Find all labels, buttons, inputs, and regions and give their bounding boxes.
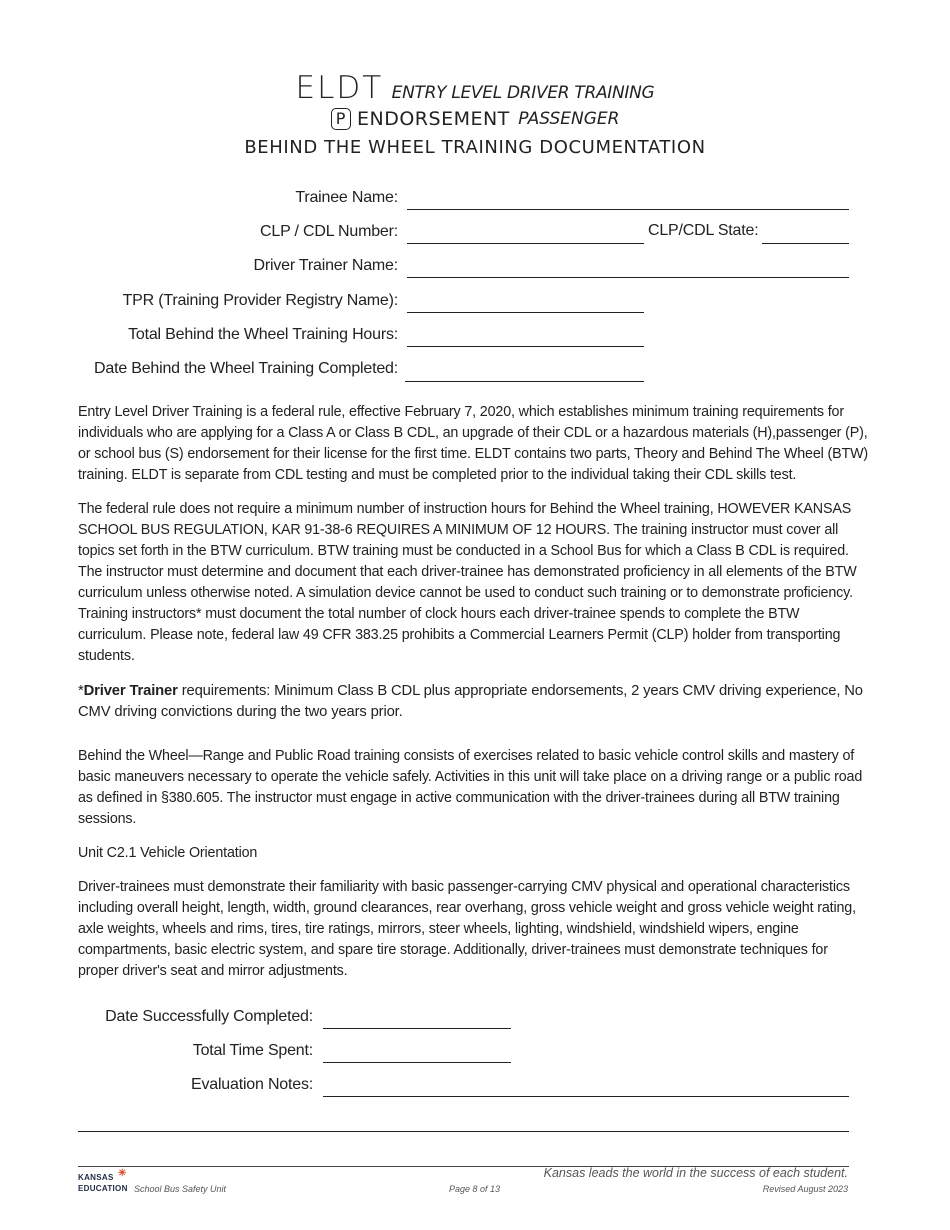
time-spent-label: Total Time Spent: [192,1042,313,1059]
clp-state-field[interactable] [762,243,849,244]
footer-unit-name: School Bus Safety Unit [134,1184,227,1194]
logo-kansas: KANSAS [78,1173,114,1182]
driver-trainer-label: Driver Trainer Name: [253,257,398,274]
paragraph-federal-rule: The federal rule does not require a minimum number of instruction hours for Behind the Wheel training, HOWEVER KANSAS SCHOOL BUS REGULATION, KAR 91-38-6 REQUIRES A MINIMUM OF 12 HOURS. The training instructor must cover all topics set forth in the BTW curriculum. BTW training must be conducted in a School Bus for which a Class B CDL is required. The instructor must determine and document that each driver-trainee has demonstrated proficiency in all elements of the BTW curriculum unless otherwise noted. A simulation device cannot be used to conduct such training or to demonstrate proficiency. Training instructors* must document the total number of clock hours each driver-trainee spends to complete the BTW curriculum. Please note, federal law 49 CFR 383.25 prohibits a Commercial Learners Permit (CLP) holder from transporting students. [78,501,857,664]
logo-star-icon: ✳ [118,1168,127,1179]
footer-tagline: Kansas leads the world in the success of each student. [543,1166,848,1180]
tpr-field[interactable] [407,312,644,313]
tpr-label: TPR (Training Provider Registry Name): [122,292,398,309]
paragraph-eldt-intro: Entry Level Driver Training is a federal rule, effective February 7, 2020, which establishes minimum training requirements for individuals who are applying for a Class A or Class B CDL, an upgrade of their CDL or a hazardous materials (H),passenger (P), or school bus (S) endorsement for their license for the first time. ELDT contains two parts, Theory and Behind The Wheel (BTW) training. ELDT is separate from CDL testing and must be completed prior to the individual taking their CDL skills test. [78,404,869,483]
paragraph-vehicle-orientation: Driver-trainees must demonstrate their familiarity with basic passenger-carrying CMV physical and operational characteristics including overall height, length, width, ground clearances, rear overhang, gross vehicle weight and gross vehicle weight rating, axle weights, wheels and rims, tires, tire ratings, mirrors, steer wheels, lighting, windshield, windshield wipers, engine compartments, basic electric system, and spare tire storage. Additionally, driver-trainees must demonstrate techniques for proper driver's seat and mirror adjustments. [78,879,856,979]
date-success-field[interactable] [323,1028,511,1029]
endorsement-letter-box: P [331,108,351,130]
paragraph-btw-range: Behind the Wheel—Range and Public Road training consists of exercises related to basic vehicle control skills and mastery of basic maneuvers necessary to operate the vehicle safely. Activities in this unit will take place on a driving range or a public road as defined in §380.605. The instructor must engage in active communication with the driver-trainees during all BTW training sessions. [78,748,863,827]
clp-number-field[interactable] [407,243,644,244]
paragraph-driver-trainer-requirements [78,681,870,723]
driver-trainer-requirements-text: requirements: Minimum Class B CDL plus appropriate endorsements, 2 years CMV driving experience, No CMV driving convictions during the two years prior. [78,683,863,720]
total-hours-label: Total Behind the Wheel Training Hours: [128,326,398,343]
title-eldt-sub: ENTRY LEVEL DRIVER TRAINING [391,83,655,103]
logo-education: EDUCATION [78,1184,128,1193]
trainee-name-field[interactable] [407,209,849,210]
driver-trainer-bold: Driver Trainer [83,683,178,699]
unit-heading: Unit C2.1 Vehicle Orientation [78,845,258,861]
clp-state-label: CLP/CDL State: [648,222,759,239]
title-line-endorsement [0,108,950,130]
trainee-name-label: Trainee Name: [295,189,398,206]
eval-notes-label: Evaluation Notes: [190,1076,313,1093]
date-success-label: Date Successfully Completed: [105,1008,313,1025]
title-endorsement-sub: PASSENGER [518,109,620,129]
kansas-education-logo [78,1168,128,1194]
footer-revised: Revised August 2023 [762,1184,848,1194]
title-endorsement: ENDORSEMENT [357,108,510,130]
footer-page-number: Page 8 of 13 [449,1184,501,1194]
asterisk: * [78,683,84,699]
date-completed-field[interactable] [405,381,644,382]
title-eldt: ELDT [295,70,384,106]
eval-notes-field[interactable] [323,1096,849,1097]
clp-number-label: CLP / CDL Number: [260,223,398,240]
title-line-eldt [0,70,950,106]
document-title: BEHIND THE WHEEL TRAINING DOCUMENTATION [244,137,706,158]
time-spent-field[interactable] [323,1062,511,1063]
driver-trainer-field[interactable] [407,277,849,278]
total-hours-field[interactable] [407,346,644,347]
eval-notes-extra-line[interactable] [78,1131,849,1132]
date-completed-label: Date Behind the Wheel Training Completed: [94,360,398,377]
